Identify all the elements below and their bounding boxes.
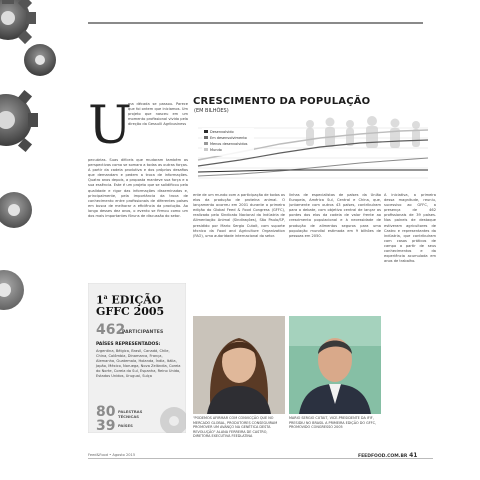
gears-decoration (0, 0, 90, 330)
footer-issue: Feed&Food • Agosto 2015 (88, 453, 136, 457)
participants-label: PARTICIPANTES (122, 330, 164, 335)
gear-icon (0, 270, 24, 310)
gffc-title: 1$^a$ EDIÇÃO GFFC 2005 (96, 293, 165, 318)
gear-icon (0, 192, 32, 228)
participants-count: 462 (96, 322, 126, 338)
intro-body: pecuárias. Suas difíceis que mudaram também as perspectivas como se somara a todas as outras forças. A partir da cadeia produtiva e dos próprios desafios que demandam e pedem a troca de informações. Quatro anos depois, a proposta manteve sua força e a sua essência. Este é um projeto que se solidificou pela qualidade e rigor das informações disseminadas e, principalmente, pela importância da troca de conhecimento entre profissionais de diferentes países em busca de melhorar a eficiência da produção. Ao longo desses dez anos, o evento se firmou como um dos mais importantes fóruns de discussão do setor. (88, 158, 188, 219)
portrait-photo-woman (193, 316, 285, 414)
footer-site (358, 452, 417, 459)
chart-title: CRESCIMENTO DA POPULAÇÃO (193, 96, 371, 107)
countries-list: Argentina, Bélgica, Brasil, Canadá, Chile, China, Colômbia, Dinamarca, França, Alemanha, Guatemala, Holanda, Índia, Itália, Japão, México, Noruega, Nova Zelândia, Coreia do Norte, Coreia do Sul, Espanha, Reino Unido, Estados Unidos, Uruguai, Suíça (96, 349, 181, 379)
gear-icon (24, 44, 56, 76)
population-chart (190, 114, 430, 186)
body-column: ente de um mundo com a participação de todos os elos da produção de proteína animal. O lançamento ocorreu em 2001 durante a primeira edição do Global Feed & Food Congress (GFFC), realizado pelo Sindicato Nacional da Indústria de Alimentação Animal (Sindirações), São Paulo/SP, presidido por Mario Sergio Cutait, com suporte técnico da Food and Agriculture Organization (FAO), uma autoridade internacional do setor. (193, 193, 285, 238)
drop-cap: U (88, 96, 132, 156)
page-number: 41 (409, 452, 418, 459)
photo-caption: "PODEMOS AFIRMAR COM CONVICÇÃO QUE NO MERCADO GLOBAL, PRODUTORES CONSEGUIRAM PROMOVER UM AVANÇO NA GENÉTICA DESTA REVOLUÇÃO" ALANA FERREIRA DE CASTRO, DIRETORA EXECUTIVA FEEDLATINA (193, 416, 278, 439)
chart-subtitle: (EM BILHÕES) (194, 108, 229, 114)
intro-text: ma década se passou. Parece que foi ontem que iniciamos. Um projeto que nasceu em um momento profissional vivido pela direção da Gessulli Agribusiness (128, 102, 188, 127)
series-line-developed (198, 170, 428, 172)
legend-item: Desenvolvido (210, 130, 234, 134)
gear-icon (0, 0, 36, 44)
top-rule (88, 22, 423, 24)
countries-heading: PAÍSES REPRESENTADOS: (96, 342, 161, 347)
stat-number: 39 (96, 418, 116, 434)
site-url: FEEDFOOD.COM.BR (358, 454, 408, 459)
stat-label: PAÍSES (118, 423, 133, 428)
portrait-photo-man (289, 316, 381, 414)
stat-label: PALESTRAS TÉCNICAS (118, 409, 143, 419)
photo-caption: MARIO SERGIO CUTAIT, VICE-PRESIDENTE DA IFIF, PRESIDIU NO BRASIL A PRIMEIRA EDIÇÃO DO GFFC, PROMOVIDO CONGRESSO 2005 (289, 416, 377, 430)
gear-icon (0, 90, 38, 152)
stat-number: 80 (96, 404, 116, 420)
body-column: linhas de especialistas de países da União Europeia, América Sul, Central e China, que, juntamente com outros 43 países, contribuíram para o debate, com objetivo central de lançar as pontes dos elos da cadeia de valor frente ao crescimento populacional e à necessidade de produção de alimentos seguros para uma população mundial estimada em 9 bilhões de pessoas em 2050. (289, 193, 381, 238)
legend-item: Em desenvolvimento (210, 136, 247, 140)
legend-item: Mundo (210, 148, 222, 152)
legend-item: Menos desenvolvidos (210, 142, 248, 146)
chart-legend (202, 128, 254, 156)
body-column: A iniciativa, a primeira dessa magnitude, reuniu, sucessivo ao GFFC, a presença de 462 profissionais de 39 países. Nos paíneis de destaque estiveram agricultores de Castro e representantes da indústria, que contribuíram com casos práticos de campo a partir de seus conhecimentos e da experiência acumulada em anos de trabalho. (384, 193, 436, 264)
